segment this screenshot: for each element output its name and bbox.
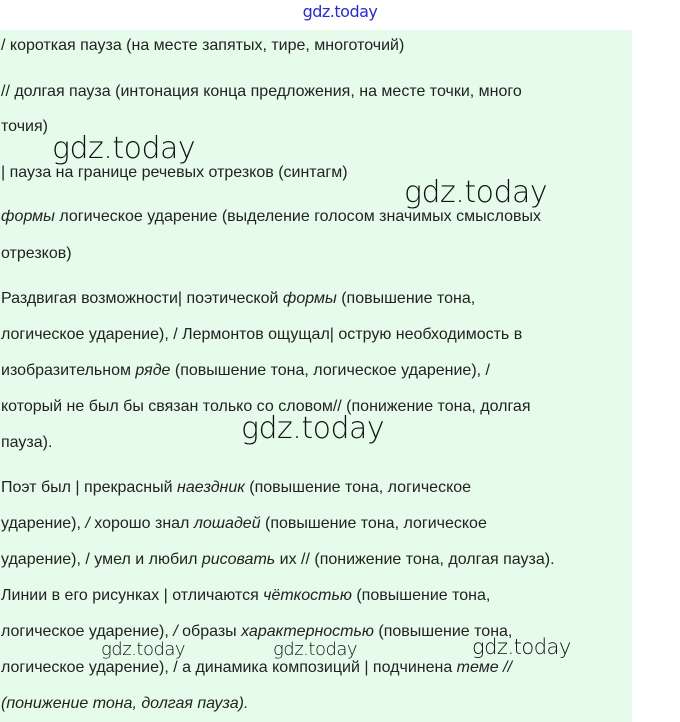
text-segment: который не был бы связан только со словом// (понижение тона, долгая [1,398,531,415]
text-line [1,433,52,453]
text-segment: Поэт был | прекрасный [1,479,178,496]
text-segment: (повышение тона, [373,623,513,640]
text-segment: образы [177,623,242,640]
emphasis-text: формы [1,208,55,225]
text-segment: | пауза на границе речевых отрезков (синтагм) [1,164,348,181]
text-segment: (повышение тона, логическое ударение), / [170,362,490,379]
text-segment: (повышение тона, логическое [260,515,487,532]
text-line [1,82,522,102]
emphasis-text: чёткостью [263,587,352,604]
emphasis-text: рисовать [201,551,276,568]
emphasis-text: лошадей [193,515,261,532]
emphasis-text: формы [282,290,337,307]
watermark: gdz.today [273,639,358,660]
emphasis-text: ряде [135,362,171,379]
text-segment: // долгая пауза (интонация конца предложения, на месте точки, много [1,83,522,100]
emphasis-text: характерностью [241,623,374,640]
text-segment: логическое ударение), [1,623,174,640]
text-line [1,289,475,309]
text-line [1,207,541,227]
text-line [1,361,490,381]
text-segment: логическое ударение), / Лермонтов ощущал| острую необходимость в [1,326,523,343]
text-segment: пауза). [1,434,53,451]
text-segment: (повышение тона, [336,290,476,307]
text-segment: (повышение тона, [351,587,491,604]
site-logo[interactable]: gdz.today [302,2,378,21]
text-segment: их // (понижение тона, долгая пауза). [275,551,555,568]
emphasis-text: / [173,623,178,640]
text-line [1,514,487,534]
text-segment: логическое ударение), / а динамика композиций | подчинена [1,659,457,676]
text-line [1,36,404,56]
text-line [1,658,512,678]
text-segment: Линии в его рисунках | отличаются [1,587,264,604]
text-line [1,478,471,498]
watermark: gdz.today [52,131,196,166]
text-segment: отрезков) [1,245,72,262]
emphasis-text: теме // [456,659,512,676]
text-segment: изобразительном [1,362,136,379]
text-segment: (повышение тона, логическое [244,479,472,496]
text-segment: Раздвигая возможности| поэтической [1,290,283,307]
text-line [1,586,490,606]
text-line [1,694,248,714]
text-segment: точия) [1,118,48,135]
watermark: gdz.today [472,635,571,659]
text-segment: логическое ударение (выделение голосом значимых смысловых [54,208,542,225]
watermark: gdz.today [241,411,385,446]
text-line [1,244,72,264]
watermark: gdz.today [404,175,548,210]
text-line [1,550,555,570]
text-segment: / короткая пауза (на месте запятых, тире, многоточий) [1,37,405,54]
text-segment: хорошо знал [89,515,194,532]
text-line [1,163,348,183]
text-line [1,117,48,137]
watermark: gdz.today [101,639,186,660]
emphasis-text: (понижение тона, долгая пауза). [1,695,249,712]
text-segment: ударение), [1,515,86,532]
emphasis-text: / [85,515,90,532]
text-line [1,325,522,345]
text-line [1,622,512,642]
emphasis-text: наездник [177,479,245,496]
text-segment: ударение), / умел и любил [1,551,202,568]
